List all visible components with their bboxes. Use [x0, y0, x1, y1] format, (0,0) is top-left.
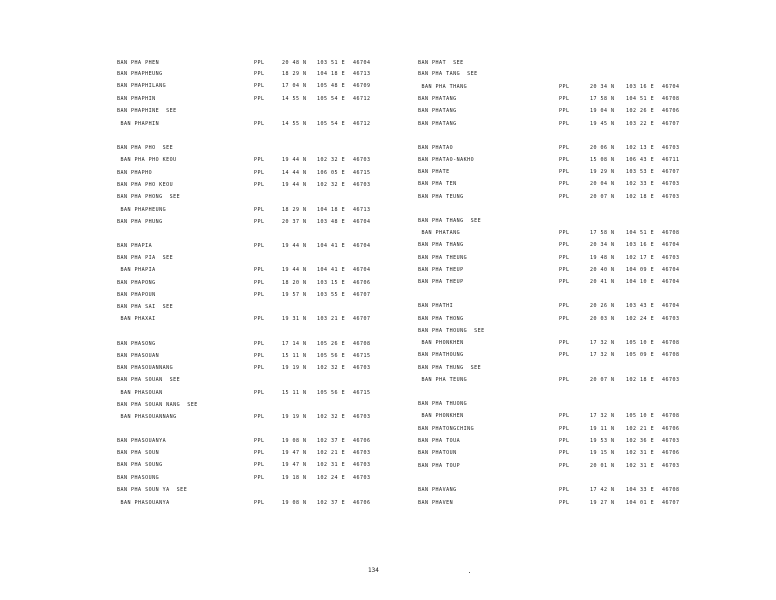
entry-type: PPL: [559, 487, 570, 493]
entry-type: PPL: [559, 194, 570, 200]
entry-lat: 19 18 N: [282, 475, 307, 481]
entry-lon: 103 48 E: [317, 219, 346, 225]
entry-lat: 19 04 N: [590, 108, 615, 114]
entry-lat: 18 20 N: [282, 280, 307, 286]
entry-lon: 105 10 E: [626, 340, 655, 346]
entry-lat: 20 06 N: [590, 145, 615, 151]
entry-code: 46708: [662, 413, 680, 419]
entry-lon: 102 32 E: [317, 414, 346, 420]
entry-lat: 18 29 N: [282, 207, 307, 213]
entry-code: 46703: [353, 450, 371, 456]
entry-name: BAN PHA TEUNG: [418, 377, 468, 383]
entry-name: BAN PHATHI: [418, 303, 454, 309]
entry-name: BAN PHATAO-NAKHO: [418, 157, 475, 163]
entry-name: BAN PHA TANG SEE: [418, 71, 478, 77]
entry-name: BAN PHASOUAN: [117, 390, 163, 396]
entry-type: PPL: [254, 292, 265, 298]
entry-code: 46704: [353, 219, 371, 225]
entry-name: BAN PHAXAI: [117, 316, 156, 322]
entry-lat: 17 32 N: [590, 352, 615, 358]
entry-name: BAN PHA THANG SEE: [418, 218, 482, 224]
entry-type: PPL: [254, 475, 265, 481]
entry-code: 46713: [353, 71, 371, 77]
entry-name: BAN PHONKHEN: [418, 340, 464, 346]
entry-lat: 19 45 N: [590, 121, 615, 127]
entry-code: 46703: [353, 475, 371, 481]
entry-lon: 105 54 E: [317, 121, 346, 127]
entry-code: 46703: [662, 181, 680, 187]
entry-name: BAN PHASOUANYA: [117, 438, 167, 444]
entry-lat: 19 11 N: [590, 426, 615, 432]
entry-lat: 19 08 N: [282, 438, 307, 444]
entry-lon: 103 43 E: [626, 303, 655, 309]
entry-type: PPL: [254, 207, 265, 213]
entry-lon: 102 24 E: [626, 316, 655, 322]
entry-name: BAN PHAPHILANG: [117, 83, 167, 89]
entry-code: 46704: [662, 303, 680, 309]
entry-name: BAN PHAPHEUNG: [117, 71, 163, 77]
entry-lat: 17 32 N: [590, 413, 615, 419]
entry-lat: 19 44 N: [282, 182, 307, 188]
entry-type: PPL: [559, 145, 570, 151]
entry-type: PPL: [254, 83, 265, 89]
entry-lat: 20 34 N: [590, 242, 615, 248]
entry-lat: 19 44 N: [282, 157, 307, 163]
entry-code: 46706: [353, 280, 371, 286]
entry-code: 46706: [662, 426, 680, 432]
entry-lon: 102 32 E: [317, 182, 346, 188]
entry-lat: 19 27 N: [590, 500, 615, 506]
entry-name: BAN PHAVEN: [418, 500, 454, 506]
entry-lat: 15 11 N: [282, 353, 307, 359]
entry-type: PPL: [559, 438, 570, 444]
entry-type: PPL: [559, 377, 570, 383]
entry-code: 46709: [353, 83, 371, 89]
entry-type: PPL: [559, 121, 570, 127]
entry-code: 46715: [353, 353, 371, 359]
entry-name: BAN PHATE: [418, 169, 450, 175]
entry-lat: 14 55 N: [282, 121, 307, 127]
entry-lat: 20 41 N: [590, 279, 615, 285]
entry-lon: 102 33 E: [626, 181, 655, 187]
entry-code: 46715: [353, 390, 371, 396]
entry-type: PPL: [254, 390, 265, 396]
entry-lon: 104 01 E: [626, 500, 655, 506]
entry-lat: 17 42 N: [590, 487, 615, 493]
entry-lon: 105 54 E: [317, 96, 346, 102]
entry-type: PPL: [254, 462, 265, 468]
entry-lon: 102 18 E: [626, 194, 655, 200]
entry-name: BAN PHA THANG: [418, 84, 468, 90]
entry-name: BAN PHATANG: [418, 230, 461, 236]
entry-lon: 102 21 E: [317, 450, 346, 456]
entry-name: BAN PHATANG: [418, 108, 457, 114]
entry-lat: 20 04 N: [590, 181, 615, 187]
entry-lon: 103 15 E: [317, 280, 346, 286]
entry-lat: 19 29 N: [590, 169, 615, 175]
entry-lon: 102 32 E: [317, 157, 346, 163]
entry-type: PPL: [254, 96, 265, 102]
page-number: 134: [368, 567, 379, 574]
entry-type: PPL: [254, 121, 265, 127]
entry-lon: 102 36 E: [626, 438, 655, 444]
entry-name: BAN PHA PHO KEOU: [117, 157, 177, 163]
entry-lon: 102 32 E: [317, 365, 346, 371]
entry-type: PPL: [559, 96, 570, 102]
entry-name: BAN PHATANG: [418, 96, 457, 102]
entry-name: BAN PHASOUNG: [117, 475, 160, 481]
entry-lon: 103 51 E: [317, 60, 346, 66]
entry-name: BAN PHAPHIN: [117, 96, 156, 102]
entry-type: PPL: [254, 500, 265, 506]
entry-type: PPL: [254, 71, 265, 77]
scan-speck: [469, 572, 470, 573]
entry-lat: 19 47 N: [282, 450, 307, 456]
entry-lon: 103 16 E: [626, 242, 655, 248]
entry-lon: 103 16 E: [626, 84, 655, 90]
entry-type: PPL: [559, 181, 570, 187]
entry-code: 46704: [662, 242, 680, 248]
entry-type: PPL: [559, 352, 570, 358]
entry-code: 46703: [353, 414, 371, 420]
entry-lat: 19 19 N: [282, 365, 307, 371]
entry-lat: 19 08 N: [282, 500, 307, 506]
entry-name: BAN PHA THEUP: [418, 279, 464, 285]
entry-lat: 17 32 N: [590, 340, 615, 346]
entry-code: 46703: [353, 157, 371, 163]
entry-lon: 106 05 E: [317, 170, 346, 176]
entry-type: PPL: [254, 438, 265, 444]
entry-lat: 19 31 N: [282, 316, 307, 322]
entry-code: 46715: [353, 170, 371, 176]
entry-type: PPL: [254, 414, 265, 420]
entry-code: 46704: [353, 267, 371, 273]
entry-name: BAN PHAPOUN: [117, 292, 156, 298]
entry-lon: 103 55 E: [317, 292, 346, 298]
entry-name: BAN PHA THEUP: [418, 267, 464, 273]
entry-name: BAN PHA SOUN YA SEE: [117, 487, 188, 493]
entry-name: BAN PHASOUAN: [117, 353, 160, 359]
entry-lon: 102 31 E: [626, 463, 655, 469]
entry-code: 46712: [353, 96, 371, 102]
entry-lat: 19 57 N: [282, 292, 307, 298]
entry-name: BAN PHA SOUAN SEE: [117, 377, 181, 383]
entry-name: BAN PHASOUANNANG: [117, 414, 177, 420]
entry-name: BAN PHA SOUNG: [117, 462, 163, 468]
entry-type: PPL: [559, 303, 570, 309]
entry-name: BAN PHA PHO KEOU: [117, 182, 174, 188]
entry-type: PPL: [559, 426, 570, 432]
entry-name: BAN PHA THUONG: [418, 401, 468, 407]
entry-name: BAN PHAVANG: [418, 487, 457, 493]
entry-lat: 14 55 N: [282, 96, 307, 102]
entry-lon: 102 26 E: [626, 108, 655, 114]
entry-lat: 19 47 N: [282, 462, 307, 468]
entry-type: PPL: [559, 242, 570, 248]
entry-name: BAN PHASONG: [117, 341, 156, 347]
entry-code: 46703: [353, 182, 371, 188]
entry-lat: 20 01 N: [590, 463, 615, 469]
entry-name: BAN PHA PHO SEE: [117, 145, 174, 151]
entry-lat: 20 37 N: [282, 219, 307, 225]
entry-name: BAN PHA SOUN: [117, 450, 160, 456]
entry-name: BAN PHA THANG: [418, 242, 464, 248]
entry-lat: 19 53 N: [590, 438, 615, 444]
entry-type: PPL: [559, 84, 570, 90]
entry-name: BAN PHAPIA: [117, 267, 156, 273]
entry-lon: 104 33 E: [626, 487, 655, 493]
entry-lon: 103 22 E: [626, 121, 655, 127]
entry-name: BAN PHA TEUNG: [418, 194, 464, 200]
entry-code: 46708: [353, 341, 371, 347]
entry-name: BAN PHA TEN: [418, 181, 457, 187]
entry-type: PPL: [254, 341, 265, 347]
entry-type: PPL: [254, 219, 265, 225]
entry-type: PPL: [559, 230, 570, 236]
entry-type: PPL: [254, 157, 265, 163]
entry-type: PPL: [559, 267, 570, 273]
entry-name: BAN PHATANG: [418, 121, 457, 127]
entry-lat: 17 04 N: [282, 83, 307, 89]
entry-lon: 104 41 E: [317, 267, 346, 273]
entry-code: 46708: [662, 487, 680, 493]
entry-type: PPL: [559, 340, 570, 346]
entry-lon: 105 10 E: [626, 413, 655, 419]
entry-lon: 104 10 E: [626, 279, 655, 285]
entry-code: 46707: [662, 121, 680, 127]
entry-code: 46703: [662, 255, 680, 261]
entry-code: 46703: [662, 438, 680, 444]
entry-code: 46707: [353, 316, 371, 322]
entry-type: PPL: [559, 500, 570, 506]
entry-lon: 104 09 E: [626, 267, 655, 273]
entry-lat: 19 44 N: [282, 243, 307, 249]
entry-lat: 20 34 N: [590, 84, 615, 90]
entry-name: BAN PHAPHEUNG: [117, 207, 167, 213]
entry-lat: 19 15 N: [590, 450, 615, 456]
entry-lat: 18 29 N: [282, 71, 307, 77]
entry-name: BAN PHA THUNG SEE: [418, 365, 482, 371]
entry-lon: 102 37 E: [317, 500, 346, 506]
entry-lon: 104 18 E: [317, 207, 346, 213]
entry-code: 46707: [662, 500, 680, 506]
entry-name: BAN PHA PHEN: [117, 60, 160, 66]
entry-lon: 102 31 E: [317, 462, 346, 468]
entry-type: PPL: [254, 170, 265, 176]
entry-lon: 106 43 E: [626, 157, 655, 163]
entry-code: 46703: [662, 316, 680, 322]
entry-lon: 105 56 E: [317, 390, 346, 396]
entry-name: BAN PHA THOUNG SEE: [418, 328, 485, 334]
entry-lat: 17 58 N: [590, 230, 615, 236]
entry-lat: 20 07 N: [590, 377, 615, 383]
entry-lon: 105 48 E: [317, 83, 346, 89]
entry-type: PPL: [254, 365, 265, 371]
entry-type: PPL: [559, 316, 570, 322]
entry-name: BAN PHA TOUA: [418, 438, 461, 444]
entry-lon: 103 53 E: [626, 169, 655, 175]
entry-name: BAN PHAT SEE: [418, 60, 464, 66]
entry-lon: 105 56 E: [317, 353, 346, 359]
entry-type: PPL: [559, 157, 570, 163]
entry-code: 46703: [662, 463, 680, 469]
entry-name: BAN PHA PHONG SEE: [117, 194, 181, 200]
entry-name: BAN PHASOUANYA: [117, 500, 170, 506]
entry-name: BAN PHAPONG: [117, 280, 156, 286]
entry-name: BAN PHATHOUNG: [418, 352, 464, 358]
entry-code: 46704: [662, 84, 680, 90]
entry-lon: 102 21 E: [626, 426, 655, 432]
entry-lat: 19 48 N: [590, 255, 615, 261]
entry-name: BAN PHA TOUP: [418, 463, 461, 469]
entry-name: BAN PHAPHIN: [117, 121, 160, 127]
entry-lat: 20 40 N: [590, 267, 615, 273]
entry-name: BAN PHA THONG: [418, 316, 464, 322]
entry-code: 46708: [662, 230, 680, 236]
entry-lon: 105 09 E: [626, 352, 655, 358]
entry-type: PPL: [559, 255, 570, 261]
entry-name: BAN PHAPHINE SEE: [117, 108, 177, 114]
entry-code: 46704: [662, 267, 680, 273]
entry-code: 46703: [662, 145, 680, 151]
entry-type: PPL: [559, 463, 570, 469]
entry-name: BAN PHA THEUNG: [418, 255, 468, 261]
entry-type: PPL: [559, 279, 570, 285]
entry-lon: 102 31 E: [626, 450, 655, 456]
entry-lon: 102 37 E: [317, 438, 346, 444]
entry-type: PPL: [254, 316, 265, 322]
entry-code: 46703: [662, 194, 680, 200]
entry-code: 46713: [353, 207, 371, 213]
entry-lon: 102 17 E: [626, 255, 655, 261]
entry-code: 46703: [662, 377, 680, 383]
entry-lon: 103 21 E: [317, 316, 346, 322]
entry-code: 46703: [353, 462, 371, 468]
entry-code: 46704: [353, 243, 371, 249]
entry-type: PPL: [254, 280, 265, 286]
entry-lon: 105 26 E: [317, 341, 346, 347]
entry-lon: 104 51 E: [626, 230, 655, 236]
entry-name: BAN PHA SAI SEE: [117, 304, 174, 310]
entry-code: 46706: [662, 108, 680, 114]
entry-lat: 19 44 N: [282, 267, 307, 273]
entry-code: 46708: [662, 352, 680, 358]
entry-name: BAN PHA PHUNG: [117, 219, 163, 225]
entry-lat: 17 58 N: [590, 96, 615, 102]
entry-lat: 17 14 N: [282, 341, 307, 347]
entry-name: BAN PHATOUN: [418, 450, 457, 456]
entry-name: BAN PHA SOUAN NANG SEE: [117, 402, 198, 408]
entry-code: 46707: [353, 292, 371, 298]
entry-code: 46704: [353, 60, 371, 66]
entry-code: 46704: [662, 279, 680, 285]
entry-lat: 19 19 N: [282, 414, 307, 420]
entry-lon: 102 18 E: [626, 377, 655, 383]
entry-code: 46703: [353, 365, 371, 371]
entry-code: 46711: [662, 157, 680, 163]
entry-lat: 20 03 N: [590, 316, 615, 322]
entry-code: 46707: [662, 169, 680, 175]
entry-lon: 104 51 E: [626, 96, 655, 102]
entry-lat: 14 44 N: [282, 170, 307, 176]
entry-lat: 20 26 N: [590, 303, 615, 309]
entry-lat: 20 48 N: [282, 60, 307, 66]
entry-type: PPL: [559, 169, 570, 175]
entry-lat: 15 11 N: [282, 390, 307, 396]
entry-name: BAN PHATAO: [418, 145, 454, 151]
entry-code: 46706: [353, 438, 371, 444]
entry-name: BAN PHAPIA: [117, 243, 153, 249]
entry-type: PPL: [559, 108, 570, 114]
entry-type: PPL: [559, 450, 570, 456]
entry-name: BAN PHATONGCHING: [418, 426, 475, 432]
entry-code: 46712: [353, 121, 371, 127]
entry-code: 46706: [353, 500, 371, 506]
entry-code: 46706: [662, 450, 680, 456]
entry-name: BAN PHONKHEN: [418, 413, 464, 419]
entry-lon: 104 18 E: [317, 71, 346, 77]
entry-lat: 20 07 N: [590, 194, 615, 200]
entry-name: BAN PHAPHO: [117, 170, 153, 176]
entry-lon: 104 41 E: [317, 243, 346, 249]
entry-lon: 102 24 E: [317, 475, 346, 481]
entry-code: 46708: [662, 96, 680, 102]
entry-code: 46708: [662, 340, 680, 346]
entry-type: PPL: [559, 413, 570, 419]
entry-type: PPL: [254, 353, 265, 359]
entry-lat: 15 08 N: [590, 157, 615, 163]
entry-type: PPL: [254, 60, 265, 66]
entry-type: PPL: [254, 450, 265, 456]
entry-name: BAN PHASOUANNANG: [117, 365, 174, 371]
entry-type: PPL: [254, 267, 265, 273]
entry-lon: 102 13 E: [626, 145, 655, 151]
entry-type: PPL: [254, 243, 265, 249]
entry-name: BAN PHA PIA SEE: [117, 255, 174, 261]
entry-type: PPL: [254, 182, 265, 188]
